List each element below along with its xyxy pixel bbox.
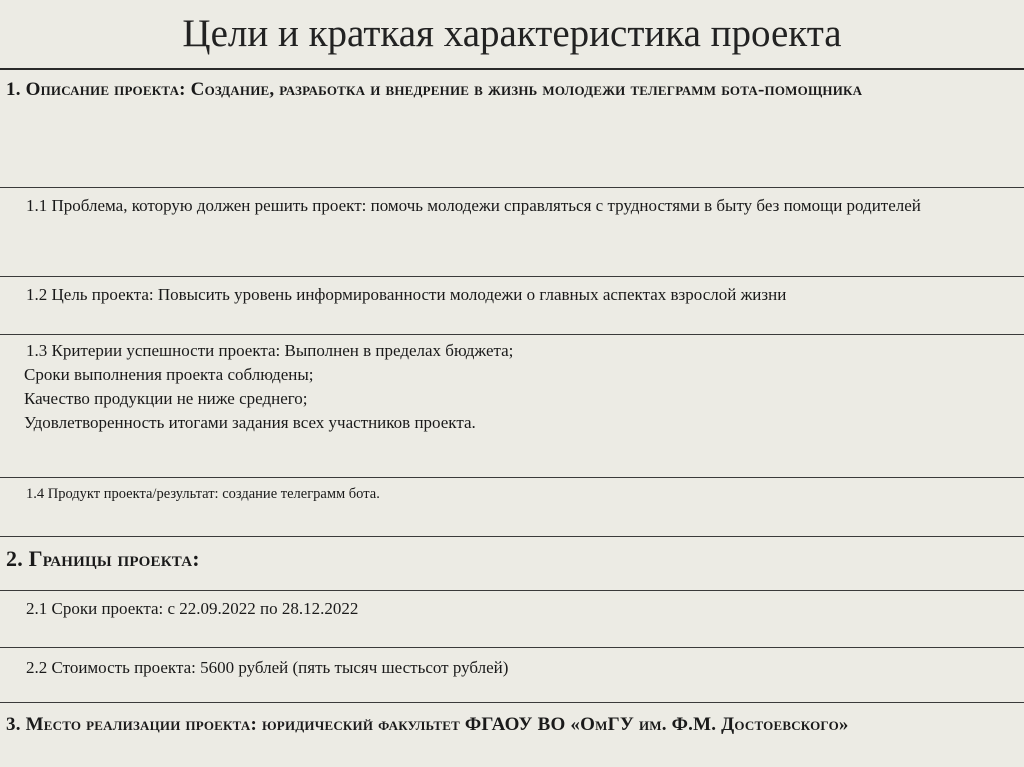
item-1-3-line-2: Сроки выполнения проекта соблюдены; [24, 365, 314, 384]
item-1-1-text: 1.1 Проблема, которую должен решить проект: помочь молодежи справляться с трудностями в быту без помощи родителей [26, 196, 921, 215]
item-1-3-line-1: 1.3 Критерии успешности проекта: Выполнен в пределах бюджета; [26, 341, 514, 360]
item-1-4-text: 1.4 Продукт проекта/результат: создание телеграмм бота. [26, 486, 380, 502]
item-1-3-line-3: Качество продукции не ниже среднего; [24, 389, 308, 408]
item-1-1-row [0, 188, 1024, 277]
item-1-2-text: 1.2 Цель проекта: Повысить уровень информированности молодежи о главных аспектах взрослой жизни [26, 285, 787, 304]
item-2-1-text: 2.1 Сроки проекта: с 22.09.2022 по 28.12.2022 [26, 599, 359, 618]
section-1-text: 1. Описание проекта: Создание, разработка и внедрение в жизнь молодежи телеграмм бота-помощника [6, 79, 863, 100]
section-1-row [0, 70, 1024, 188]
section-2-text: 2. Границы проекта: [6, 546, 200, 571]
section-3-text: 3. Место реализации проекта: юридический факультет ФГАОУ ВО «ОмГУ им. Ф.М. Достоевского» [6, 714, 849, 735]
section-3-row [0, 703, 1024, 763]
item-1-3-line-4: Удовлетворенность итогами задания всех участников проекта. [24, 413, 476, 432]
section-2-row [0, 537, 1024, 591]
item-1-2-row [0, 277, 1024, 335]
project-table [0, 68, 1024, 763]
slide-title: Цели и краткая характеристика проекта [182, 12, 842, 55]
item-2-2-row [0, 648, 1024, 703]
item-1-4-row [0, 478, 1024, 537]
item-2-1-row [0, 591, 1024, 648]
item-1-3-row [0, 335, 1024, 478]
item-2-2-text: 2.2 Стоимость проекта: 5600 рублей (пять тысяч шестьсот рублей) [26, 658, 509, 677]
